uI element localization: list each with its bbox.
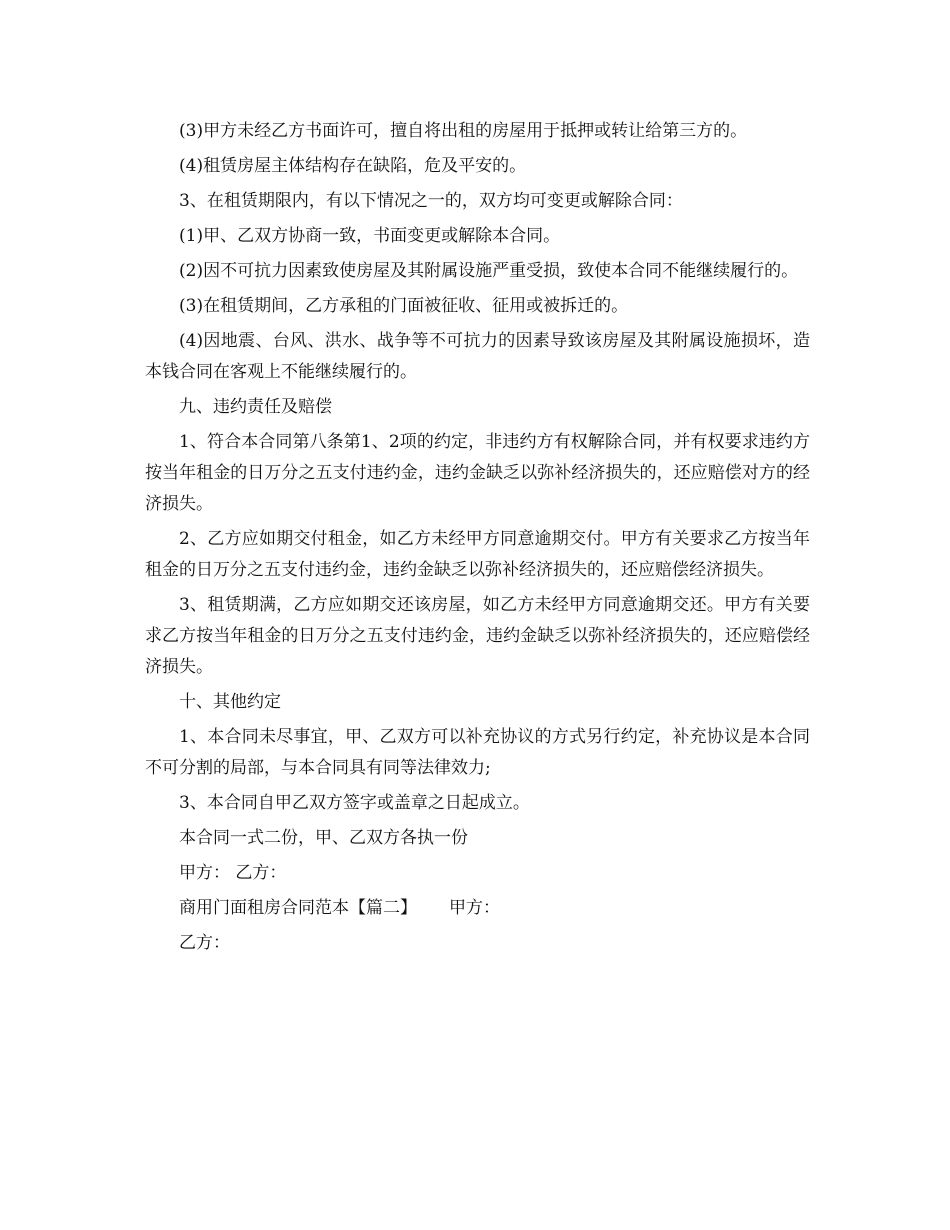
clause-paragraph: 1、符合本合同第八条第1、2项的约定，非违约方有权解除合同，并有权要求违约方按当年租金的日万分之五支付违约金，违约金缺乏以弥补经济损失的，还应赔偿对方的经济损失。: [145, 432, 810, 514]
next-contract-heading: [145, 893, 810, 924]
clause-paragraph: 2、乙方应如期交付租金，如乙方未经甲方同意逾期交付。甲方有关要求乙方按当年租金的日万分之五支付违约金，违约金缺乏以弥补经济损失的，还应赔偿经济损失。: [145, 529, 810, 580]
party-a-label: 甲方：: [449, 898, 500, 918]
document-page: [145, 116, 810, 963]
clause-paragraph: (3)甲方未经乙方书面许可，擅自将出租的房屋用于抵押或转让给第三方的。: [179, 121, 748, 141]
party-b-label: 乙方：: [179, 933, 230, 953]
clause-paragraph: 3、在租赁期限内，有以下情况之一的，双方均可变更或解除合同：: [179, 191, 683, 211]
clause-paragraph: (3)在租赁期间，乙方承租的门面被征收、征用或被拆迁的。: [179, 296, 629, 316]
clause-paragraph: (4)租赁房屋主体结构存在缺陷，危及平安的。: [179, 156, 527, 176]
clause-paragraph: 3、本合同自甲乙双方签字或盖章之日起成立。: [179, 793, 530, 813]
copies-statement: 本合同一式二份，甲、乙双方各执一份: [179, 828, 468, 848]
clause-paragraph: 3、租赁期满，乙方应如期交还该房屋，如乙方未经甲方同意逾期交还。甲方有关要求乙方按当年租金的日万分之五支付违约金，违约金缺乏以弥补经济损失的，还应赔偿经济损失。: [145, 595, 810, 677]
section-heading: 十、其他约定: [179, 692, 281, 712]
next-contract-title: 商用门面租房合同范本【篇二】: [179, 898, 417, 918]
section-heading: 九、违约责任及赔偿: [179, 397, 332, 417]
clause-paragraph: (4)因地震、台风、洪水、战争等不可抗力的因素导致该房屋及其附属设施损坏，造本钱合同在客观上不能继续履行的。: [145, 331, 810, 382]
clause-paragraph: 1、本合同未尽事宜，甲、乙双方可以补充协议的方式另行约定，补充协议是本合同不可分割的局部，与本合同具有同等法律效力;: [145, 727, 810, 778]
signature-parties: 甲方： 乙方：: [179, 863, 287, 883]
clause-paragraph: (2)因不可抗力因素致使房屋及其附属设施严重受损，致使本合同不能继续履行的。: [179, 261, 799, 281]
clause-paragraph: (1)甲、乙双方协商一致，书面变更或解除本合同。: [179, 226, 561, 246]
